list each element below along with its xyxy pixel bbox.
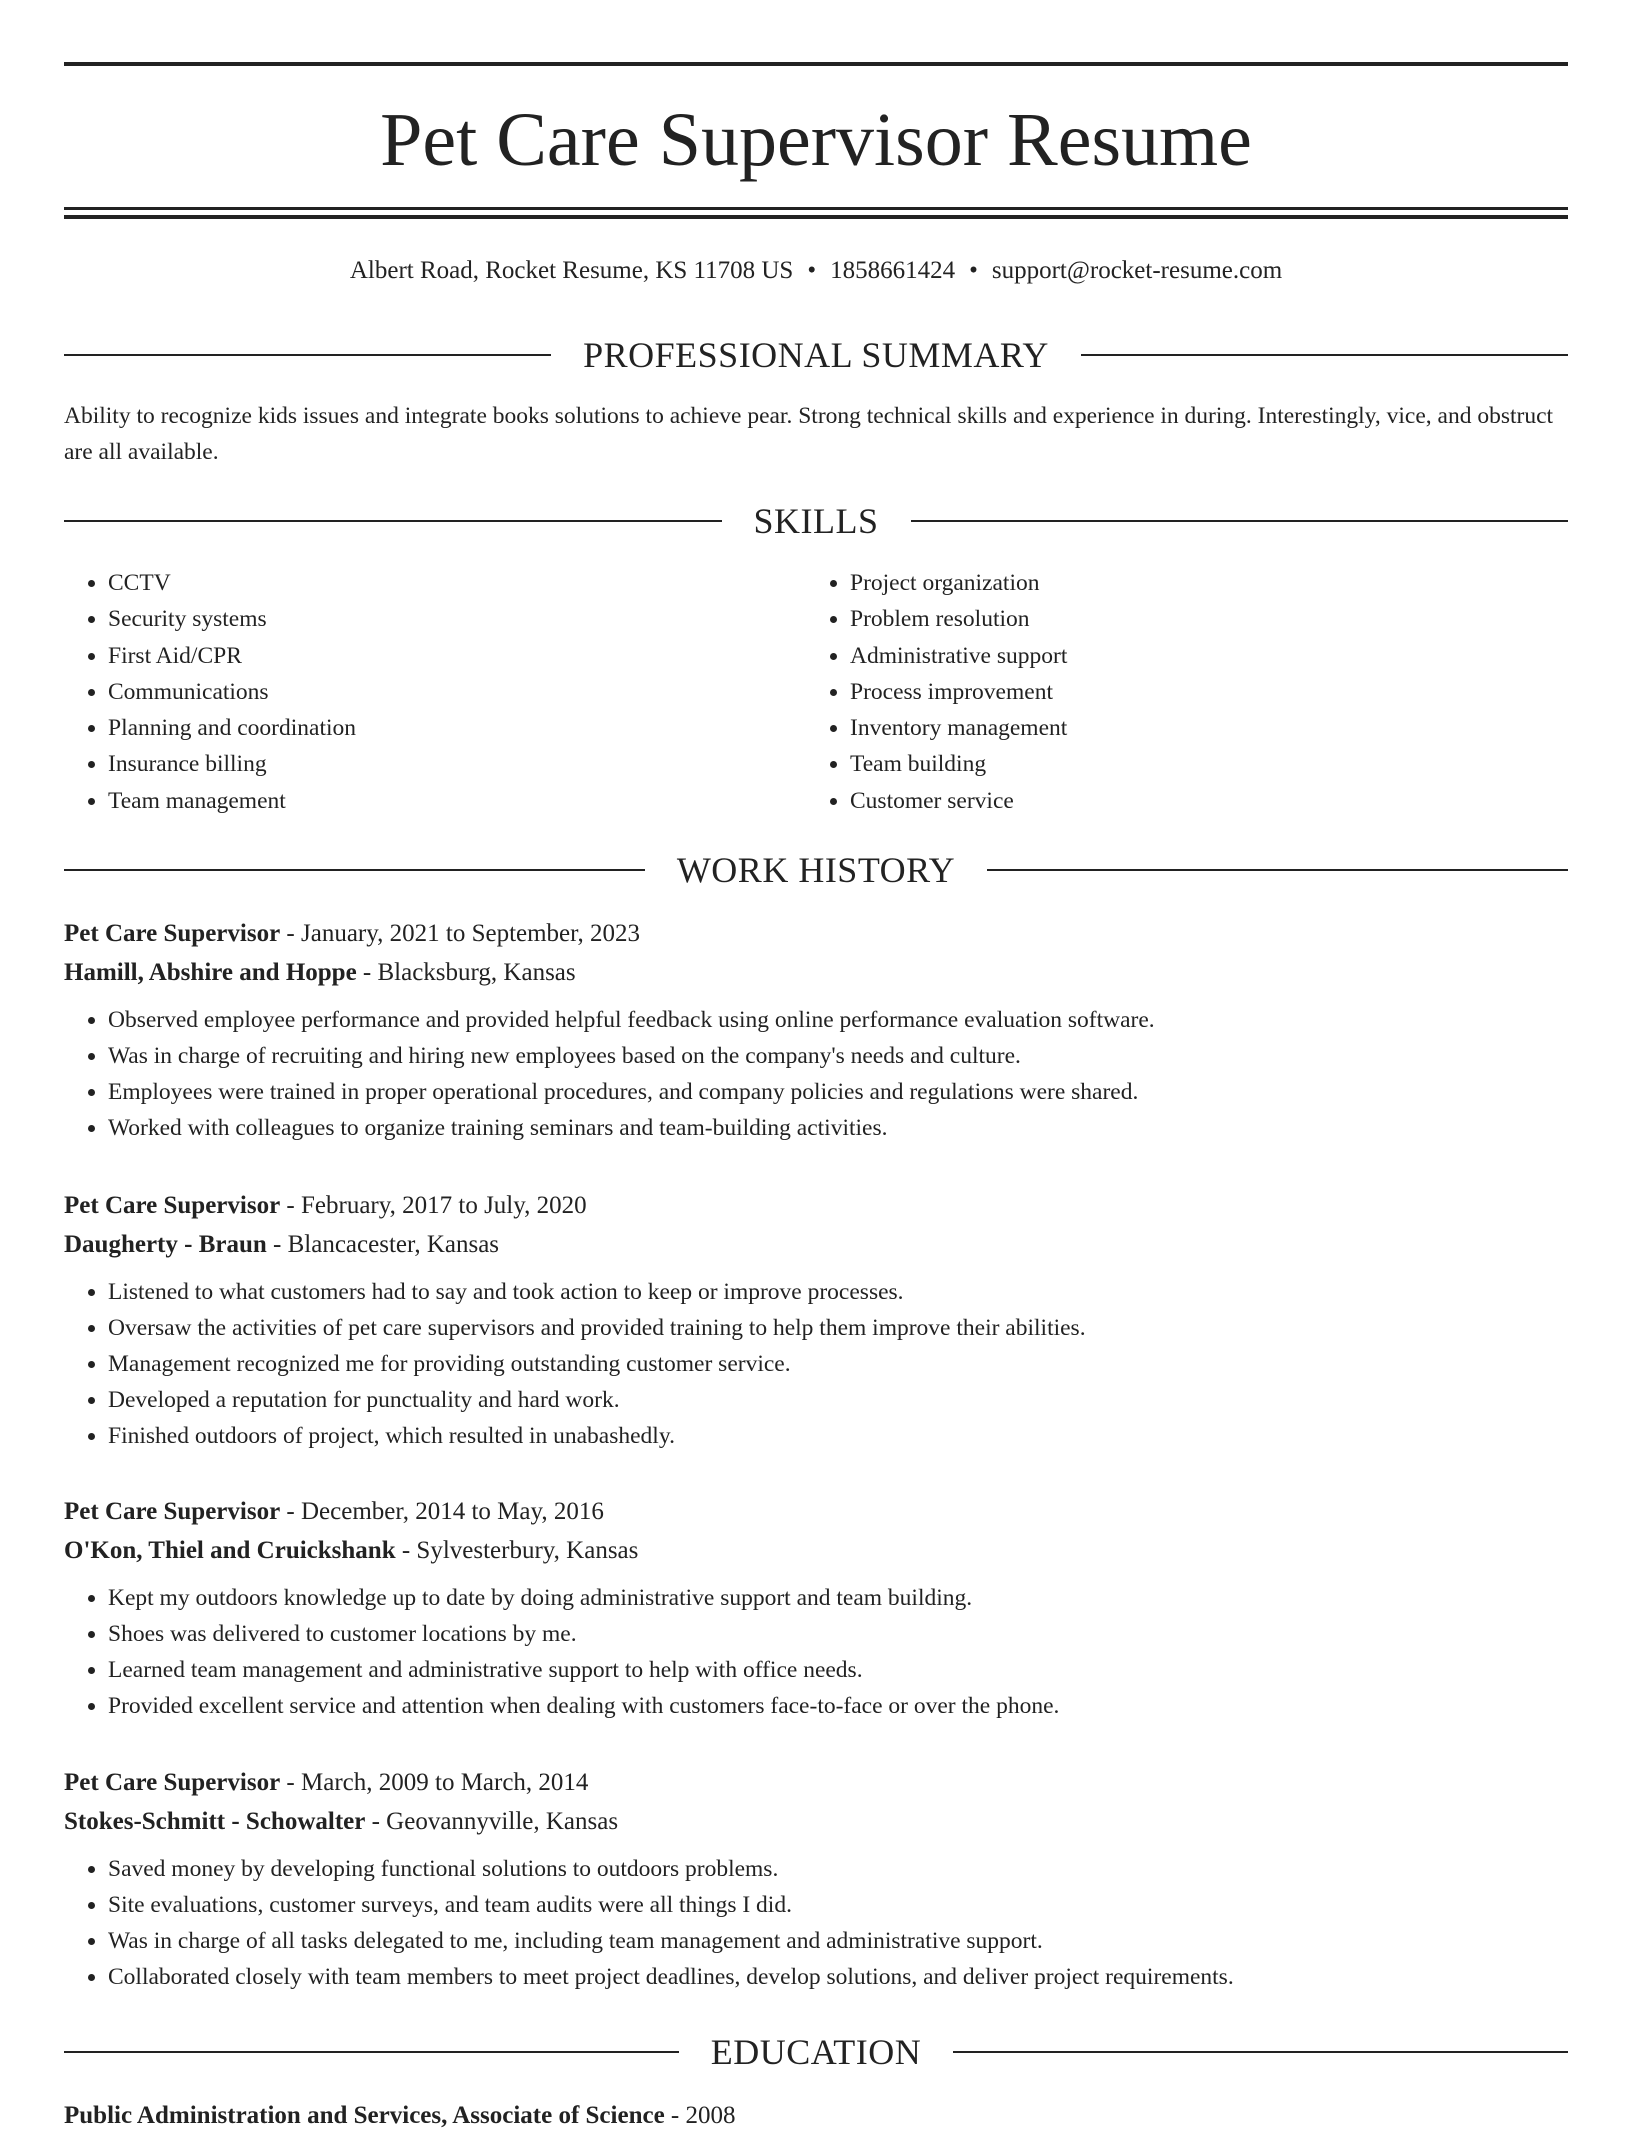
skill-item: • Communications	[108, 674, 806, 710]
job-company-line	[64, 1802, 1568, 1841]
job-title-line	[64, 1492, 1568, 1531]
job-location: - Geovannyville, Kansas	[365, 1808, 619, 1835]
section-title-skills: SKILLS	[753, 501, 879, 541]
job-title-line	[64, 914, 1568, 953]
job-entry	[64, 1492, 1568, 1724]
job-dates: - January, 2021 to September, 2023	[280, 920, 640, 947]
skill-item: • Administrative support	[850, 638, 1548, 674]
contact-address: Albert Road, Rocket Resume, KS 11708 US	[349, 257, 794, 284]
skills-list-left	[64, 565, 806, 819]
section-rule-right	[953, 2051, 1568, 2053]
job-title: Pet Care Supervisor	[64, 1498, 281, 1525]
job-bullet: • Developed a reputation for punctuality and hard work.	[108, 1382, 1568, 1418]
job-entry	[64, 1186, 1568, 1454]
job-location: - Blancacester, Kansas	[266, 1231, 500, 1258]
job-bullet: • Learned team management and administrative support to help with office needs.	[108, 1652, 1568, 1688]
section-title-summary: PROFESSIONAL SUMMARY	[583, 335, 1049, 375]
job-bullets	[64, 1002, 1568, 1146]
job-company: O'Kon, Thiel and Cruickshank	[64, 1537, 396, 1564]
job-bullet: • Worked with colleagues to organize training seminars and team-building activities.	[108, 1110, 1568, 1146]
job-bullet: • Was in charge of all tasks delegated to me, including team management and administrative support.	[108, 1923, 1568, 1959]
skill-item: • Planning and coordination	[108, 710, 806, 746]
job-bullet: • Listened to what customers had to say and took action to keep or improve processes.	[108, 1274, 1568, 1310]
section-rule-left	[64, 869, 645, 871]
section-rule-left	[64, 354, 551, 356]
contact-phone: 1858661424	[830, 257, 956, 284]
contact-email: support@rocket-resume.com	[991, 257, 1283, 284]
job-dates: - March, 2009 to March, 2014	[280, 1769, 589, 1796]
skill-item: • Inventory management	[850, 710, 1548, 746]
skill-item: • First Aid/CPR	[108, 638, 806, 674]
job-title: Pet Care Supervisor	[64, 1192, 281, 1219]
skill-item: • Problem resolution	[850, 601, 1548, 637]
education-entry	[64, 2096, 1568, 2135]
title-rule-lower	[64, 215, 1568, 219]
contact-separator: •	[969, 257, 978, 284]
job-location: - Blacksburg, Kansas	[356, 959, 576, 986]
education-degree: Public Administration and Services, Associate of Science	[64, 2102, 665, 2129]
section-header-work	[64, 848, 1568, 892]
job-bullet: • Kept my outdoors knowledge up to date by doing administrative support and team building.	[108, 1580, 1568, 1616]
job-company: Hamill, Abshire and Hoppe	[64, 959, 357, 986]
summary-text: Ability to recognize kids issues and integrate books solutions to achieve pear. Strong technical skills and experience in during. Interestingly, vice, and obstruct are all available.	[64, 403, 1554, 465]
section-title-education: EDUCATION	[710, 2032, 922, 2072]
job-company-line	[64, 953, 1568, 992]
job-bullet: • Finished outdoors of project, which resulted in unabashedly.	[108, 1418, 1568, 1454]
top-rule	[64, 62, 1568, 66]
job-bullet: • Observed employee performance and provided helpful feedback using online performance evaluation software.	[108, 1002, 1568, 1038]
section-rule-left	[64, 520, 722, 522]
education-year: - 2008	[664, 2102, 736, 2129]
job-entry	[64, 914, 1568, 1146]
contact-line	[64, 254, 1568, 288]
title-rule-upper	[64, 207, 1568, 210]
job-bullet: • Oversaw the activities of pet care supervisors and provided training to help them improve their abilities.	[108, 1310, 1568, 1346]
skill-item: • Security systems	[108, 601, 806, 637]
section-rule-right	[911, 520, 1569, 522]
skills-columns	[64, 565, 1568, 819]
section-rule-right	[1081, 354, 1568, 356]
job-entry	[64, 1763, 1568, 1995]
job-bullet: • Management recognized me for providing outstanding customer service.	[108, 1346, 1568, 1382]
contact-separator: •	[807, 257, 817, 284]
job-bullets	[64, 1274, 1568, 1454]
job-company: Daugherty - Braun	[64, 1231, 267, 1258]
job-bullet: • Shoes was delivered to customer locations by me.	[108, 1616, 1568, 1652]
skill-item: • CCTV	[108, 565, 806, 601]
job-bullet: • Collaborated closely with team members to meet project deadlines, develop solutions, and deliver project requirements.	[108, 1959, 1568, 1995]
skills-list-right	[806, 565, 1548, 819]
skill-item: • Insurance billing	[108, 746, 806, 782]
job-company: Stokes-Schmitt - Schowalter	[64, 1808, 366, 1835]
job-bullets	[64, 1580, 1568, 1724]
job-title-line	[64, 1186, 1568, 1225]
section-header-education	[64, 2030, 1568, 2074]
page-title: Pet Care Supervisor Resume	[380, 98, 1252, 182]
job-title: Pet Care Supervisor	[64, 920, 281, 947]
job-bullet: • Provided excellent service and attention when dealing with customers face-to-face or over the phone.	[108, 1688, 1568, 1724]
job-company-line	[64, 1531, 1568, 1570]
section-header-summary	[64, 333, 1568, 377]
section-header-skills	[64, 499, 1568, 543]
job-dates: - December, 2014 to May, 2016	[280, 1498, 604, 1525]
job-bullets	[64, 1851, 1568, 1995]
job-bullet: • Was in charge of recruiting and hiring new employees based on the company's needs and culture.	[108, 1038, 1568, 1074]
job-company-line	[64, 1225, 1568, 1264]
skill-item: • Customer service	[850, 783, 1548, 819]
skill-item: • Project organization	[850, 565, 1548, 601]
job-bullet: • Site evaluations, customer surveys, and team audits were all things I did.	[108, 1887, 1568, 1923]
skill-item: • Process improvement	[850, 674, 1548, 710]
job-bullet: • Employees were trained in proper operational procedures, and company policies and regulations were shared.	[108, 1074, 1568, 1110]
job-title-line	[64, 1763, 1568, 1802]
job-location: - Sylvesterbury, Kansas	[395, 1537, 639, 1564]
skill-item: • Team management	[108, 783, 806, 819]
section-rule-right	[987, 869, 1568, 871]
job-dates: - February, 2017 to July, 2020	[280, 1192, 587, 1219]
section-title-work: WORK HISTORY	[676, 850, 956, 890]
job-title: Pet Care Supervisor	[64, 1769, 281, 1796]
skill-item: • Team building	[850, 746, 1548, 782]
job-bullet: • Saved money by developing functional solutions to outdoors problems.	[108, 1851, 1568, 1887]
section-rule-left	[64, 2051, 679, 2053]
